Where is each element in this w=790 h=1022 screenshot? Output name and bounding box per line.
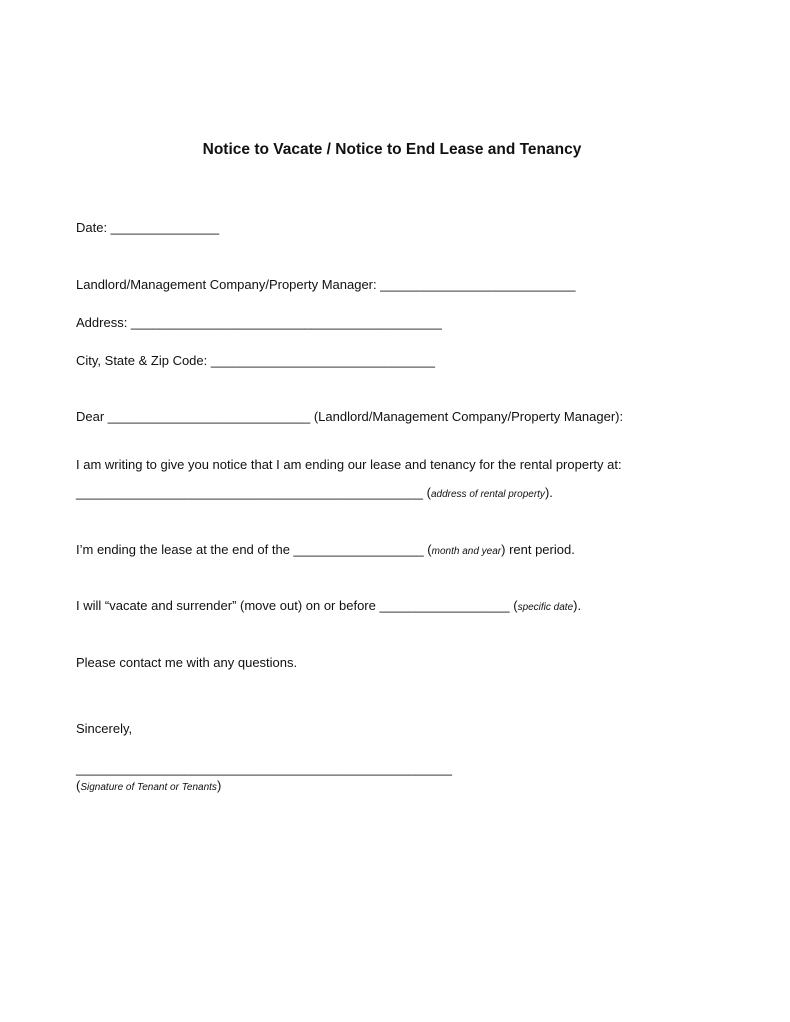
contact-line: Please contact me with any questions. [76, 655, 298, 670]
property-address-line [76, 484, 553, 503]
vacate-note: specific date [517, 602, 574, 613]
vacate-prefix: I will “vacate and surrender” (move out) on or before __________________ ( [76, 598, 518, 613]
address-line: Address: ___________________________________________ [76, 315, 442, 330]
signature-label-note: Signature of Tenant or Tenants [80, 782, 217, 793]
lease-end-line [76, 541, 575, 560]
lease-end-prefix: I’m ending the lease at the end of the __________________ ( [76, 542, 432, 557]
dear-line: Dear ____________________________ (Landlord/Management Company/Property Manager): [76, 409, 624, 424]
city-state-zip-line: City, State & Zip Code: _______________________________ [76, 353, 435, 368]
landlord-line: Landlord/Management Company/Property Manager: ___________________________ [76, 277, 576, 292]
lease-end-note: month and year [431, 546, 502, 557]
signature-blank: ____________________________________________________ [76, 761, 452, 776]
property-address-note: address of rental property [430, 489, 545, 500]
signature-label-open: ( [76, 778, 81, 793]
signature-label-close: ) [216, 778, 222, 793]
document-title: Notice to Vacate / Notice to End Lease and Tenancy [202, 141, 582, 158]
vacate-suffix: ). [573, 598, 582, 613]
date-line: Date: _______________ [76, 220, 220, 235]
property-address-end: ). [544, 485, 553, 500]
intro-paragraph: I am writing to give you notice that I am ending our lease and tenancy for the rental property at: [76, 457, 622, 472]
closing-line: Sincerely, [76, 721, 133, 736]
vacate-line [76, 597, 581, 616]
lease-end-suffix: ) rent period. [501, 542, 575, 557]
signature-label [76, 777, 221, 796]
property-address-blank: ________________________________________________ ( [76, 485, 431, 500]
